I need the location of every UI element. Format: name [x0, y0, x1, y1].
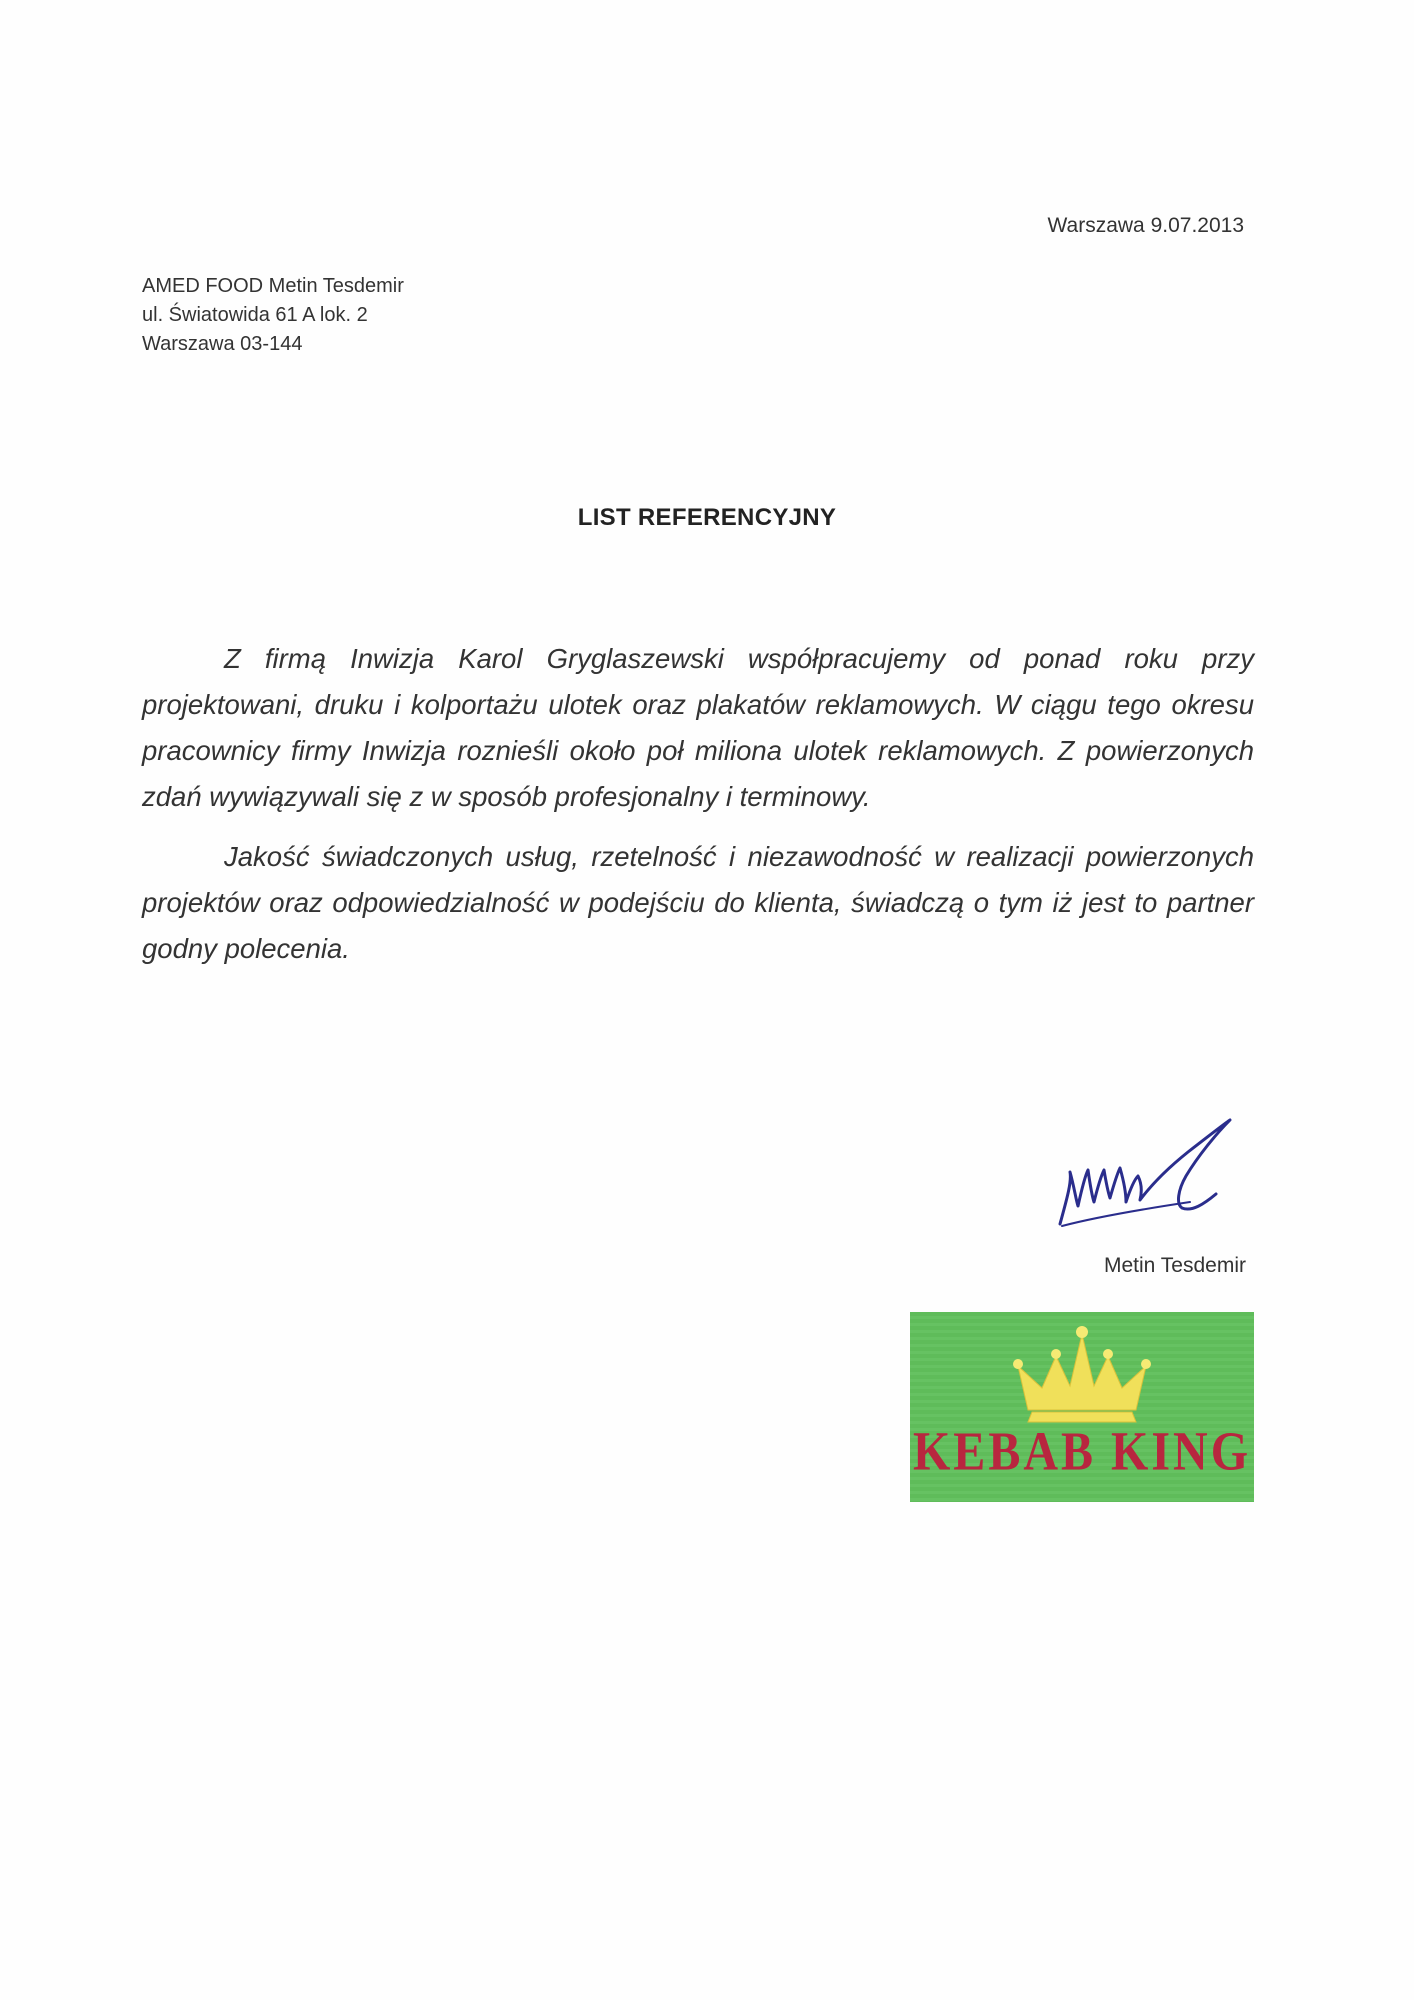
body-paragraph-1: Z firmą Inwizja Karol Gryglaszewski współpracujemy od ponad roku przy projektowani, druku i kolportażu ulotek oraz plakatów reklamowych. W ciągu tego okresu pracownicy firmy Inwizja roznieśli około poł miliona ulotek reklamowych. Z powierzonych zdań wywiązywali się z w sposób profesjonalny i terminowy. — [142, 643, 1254, 812]
sender-city: Warszawa 03-144 — [142, 333, 303, 355]
body-paragraph-2: Jakość świadczonych usług, rzetelność i niezawodność w realizacji powierzonych projektów oraz odpowiedzialność w podejściu do klienta, świadczą o tym iż jest to partner godny polecenia. — [142, 841, 1254, 964]
kebab-king-logo — [910, 1312, 1254, 1502]
logo-text: KEBAB KING — [912, 1421, 1252, 1482]
signature-underline — [1062, 1202, 1190, 1226]
letter-body — [142, 636, 1254, 986]
letter-title: LIST REFERENCYJNY — [577, 504, 837, 531]
place-date: Warszawa 9.07.2013 — [1047, 214, 1244, 237]
signer-name: Metin Tesdemir — [1104, 1254, 1246, 1277]
sender-name: AMED FOOD Metin Tesdemir — [142, 275, 404, 297]
sender-address — [142, 272, 404, 359]
sender-street: ul. Światowida 61 A lok. 2 — [142, 304, 368, 326]
handwritten-signature — [1040, 1112, 1250, 1242]
